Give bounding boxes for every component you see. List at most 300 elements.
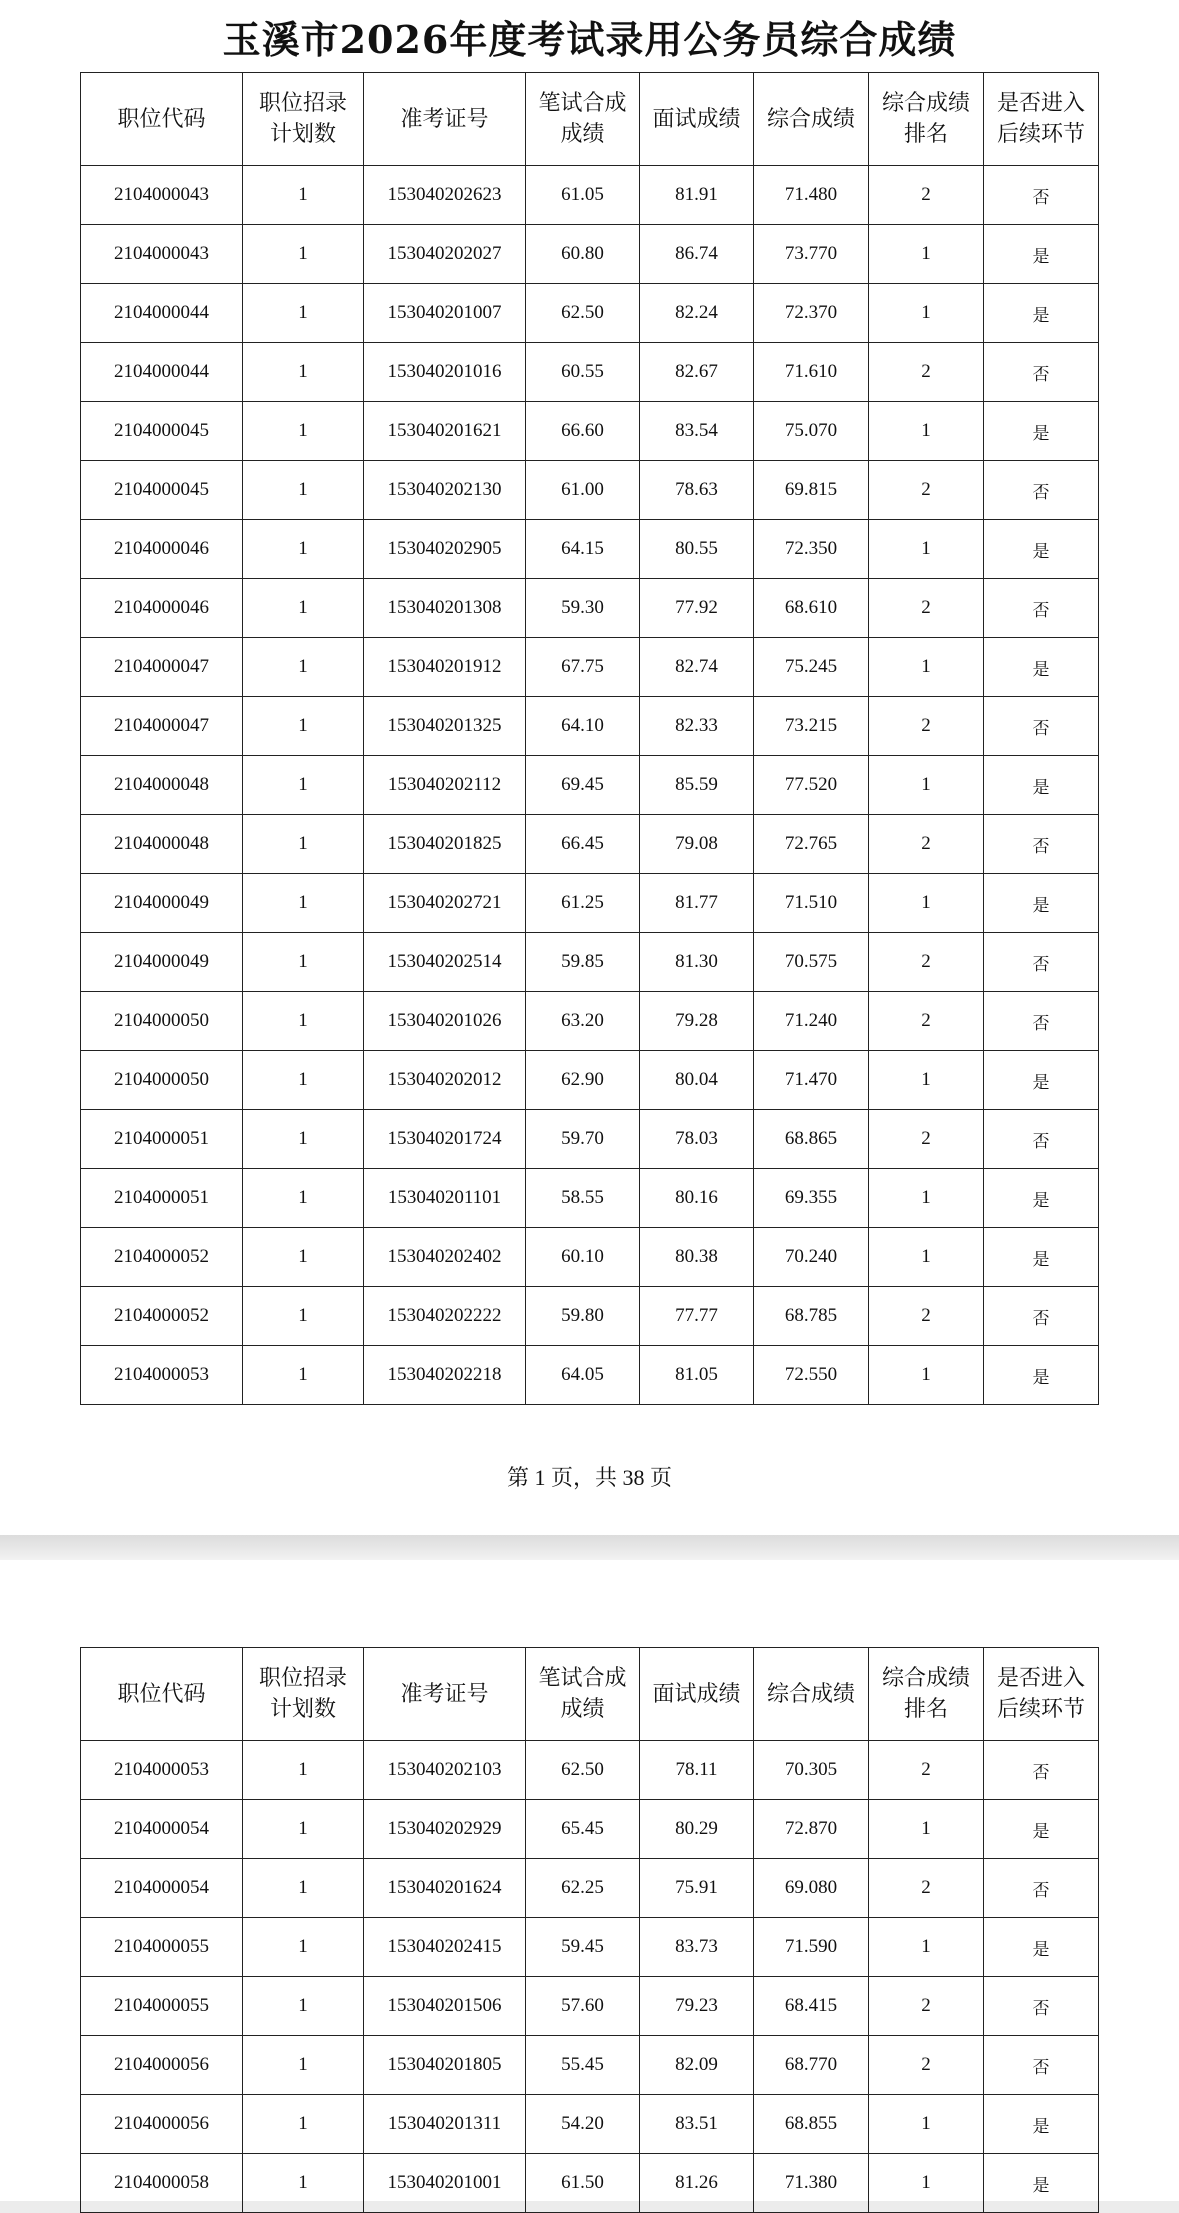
column-header-total-score xyxy=(754,1648,869,1741)
cell-advance: 是 xyxy=(984,1169,1099,1228)
cell-advance: 否 xyxy=(984,992,1099,1051)
cell-advance: 否 xyxy=(984,579,1099,638)
cell-position-code: 2104000044 xyxy=(81,284,243,343)
cell-exam-id: 153040201624 xyxy=(364,1859,526,1918)
cell-total-score: 75.245 xyxy=(754,638,869,697)
cell-rank: 2 xyxy=(869,461,984,520)
cell-rank: 2 xyxy=(869,343,984,402)
table-row xyxy=(81,756,1099,815)
cell-total-score: 72.765 xyxy=(754,815,869,874)
cell-rank: 2 xyxy=(869,1741,984,1800)
table-header-row xyxy=(81,73,1099,166)
cell-advance: 是 xyxy=(984,874,1099,933)
cell-plan-count: 1 xyxy=(243,166,364,225)
cell-interview-score: 81.05 xyxy=(640,1346,754,1405)
cell-interview-score: 78.63 xyxy=(640,461,754,520)
cell-plan-count: 1 xyxy=(243,343,364,402)
column-header-text: 成绩 xyxy=(560,1697,605,1722)
cell-interview-score: 78.03 xyxy=(640,1110,754,1169)
cell-interview-score: 80.16 xyxy=(640,1169,754,1228)
cell-interview-score: 83.54 xyxy=(640,402,754,461)
table-row xyxy=(81,1741,1099,1800)
column-header-text: 面试成绩 xyxy=(652,106,741,132)
cell-advance: 否 xyxy=(984,1287,1099,1346)
cell-rank: 1 xyxy=(869,638,984,697)
cell-total-score: 77.520 xyxy=(754,756,869,815)
table-row xyxy=(81,284,1099,343)
table-row xyxy=(81,1918,1099,1977)
cell-rank: 1 xyxy=(869,1169,984,1228)
cell-plan-count: 1 xyxy=(243,1287,364,1346)
cell-rank: 1 xyxy=(869,2095,984,2154)
cell-position-code: 2104000047 xyxy=(81,697,243,756)
table-body xyxy=(81,166,1099,1405)
cell-rank: 2 xyxy=(869,1110,984,1169)
cell-exam-id: 153040201621 xyxy=(364,402,526,461)
cell-position-code: 2104000050 xyxy=(81,1051,243,1110)
cell-advance: 是 xyxy=(984,402,1099,461)
column-header-text: 笔试合成 xyxy=(538,91,627,116)
cell-written-score: 69.45 xyxy=(526,756,640,815)
column-header-interview-score xyxy=(640,73,754,166)
cell-plan-count: 1 xyxy=(243,1859,364,1918)
table-row xyxy=(81,402,1099,461)
cell-exam-id: 153040202112 xyxy=(364,756,526,815)
column-header-text: 准考证号 xyxy=(400,106,489,132)
cell-plan-count: 1 xyxy=(243,1918,364,1977)
cell-plan-count: 1 xyxy=(243,402,364,461)
cell-position-code: 2104000055 xyxy=(81,1918,243,1977)
cell-written-score: 59.80 xyxy=(526,1287,640,1346)
cell-total-score: 72.370 xyxy=(754,284,869,343)
table-row xyxy=(81,1977,1099,2036)
column-header-plan-count xyxy=(243,1648,364,1741)
table-row xyxy=(81,1169,1099,1228)
cell-rank: 1 xyxy=(869,1051,984,1110)
cell-total-score: 71.590 xyxy=(754,1918,869,1977)
cell-exam-id: 153040201912 xyxy=(364,638,526,697)
cell-advance: 否 xyxy=(984,815,1099,874)
cell-total-score: 68.770 xyxy=(754,2036,869,2095)
cell-interview-score: 83.51 xyxy=(640,2095,754,2154)
cell-rank: 1 xyxy=(869,225,984,284)
cell-written-score: 61.05 xyxy=(526,166,640,225)
cell-plan-count: 1 xyxy=(243,992,364,1051)
column-header-text: 后续环节 xyxy=(996,122,1085,147)
cell-plan-count: 1 xyxy=(243,520,364,579)
cell-interview-score: 80.29 xyxy=(640,1800,754,1859)
column-header-text: 排名 xyxy=(903,1697,948,1722)
cell-advance: 是 xyxy=(984,225,1099,284)
cell-exam-id: 153040201311 xyxy=(364,2095,526,2154)
cell-plan-count: 1 xyxy=(243,579,364,638)
cell-written-score: 66.45 xyxy=(526,815,640,874)
cell-exam-id: 153040202415 xyxy=(364,1918,526,1977)
cell-position-code: 2104000055 xyxy=(81,1977,243,2036)
column-header-exam-id xyxy=(364,1648,526,1741)
cell-total-score: 68.865 xyxy=(754,1110,869,1169)
cell-plan-count: 1 xyxy=(243,756,364,815)
cell-written-score: 61.25 xyxy=(526,874,640,933)
document-title: 玉溪市2026年度考试录用公务员综合成绩 xyxy=(222,17,957,62)
cell-total-score: 71.510 xyxy=(754,874,869,933)
cell-interview-score: 77.77 xyxy=(640,1287,754,1346)
cell-exam-id: 153040202623 xyxy=(364,166,526,225)
score-table-page-1 xyxy=(80,72,1099,1405)
cell-exam-id: 153040201825 xyxy=(364,815,526,874)
column-header-position-code xyxy=(81,73,243,166)
cell-advance: 是 xyxy=(984,1346,1099,1405)
column-header-written-score xyxy=(526,73,640,166)
cell-position-code: 2104000044 xyxy=(81,343,243,402)
cell-position-code: 2104000049 xyxy=(81,874,243,933)
table-body xyxy=(81,1741,1099,2213)
cell-rank: 1 xyxy=(869,402,984,461)
cell-written-score: 61.50 xyxy=(526,2154,640,2213)
cell-exam-id: 153040201506 xyxy=(364,1977,526,2036)
cell-advance: 是 xyxy=(984,638,1099,697)
cell-written-score: 58.55 xyxy=(526,1169,640,1228)
table-row xyxy=(81,343,1099,402)
cell-exam-id: 153040202514 xyxy=(364,933,526,992)
column-header-text: 职位代码 xyxy=(117,106,206,132)
cell-advance: 是 xyxy=(984,1800,1099,1859)
cell-plan-count: 1 xyxy=(243,2154,364,2213)
cell-position-code: 2104000054 xyxy=(81,1800,243,1859)
cell-rank: 2 xyxy=(869,933,984,992)
column-header-text: 准考证号 xyxy=(400,1681,489,1707)
cell-written-score: 62.25 xyxy=(526,1859,640,1918)
cell-written-score: 59.70 xyxy=(526,1110,640,1169)
cell-interview-score: 80.38 xyxy=(640,1228,754,1287)
cell-rank: 2 xyxy=(869,1859,984,1918)
cell-written-score: 60.55 xyxy=(526,343,640,402)
cell-interview-score: 79.23 xyxy=(640,1977,754,2036)
cell-interview-score: 77.92 xyxy=(640,579,754,638)
cell-rank: 2 xyxy=(869,697,984,756)
cell-position-code: 2104000052 xyxy=(81,1287,243,1346)
cell-plan-count: 1 xyxy=(243,225,364,284)
cell-rank: 1 xyxy=(869,284,984,343)
cell-interview-score: 79.08 xyxy=(640,815,754,874)
cell-advance: 否 xyxy=(984,697,1099,756)
column-header-exam-id xyxy=(364,73,526,166)
column-header-text: 综合成绩 xyxy=(766,1681,855,1707)
cell-rank: 2 xyxy=(869,166,984,225)
cell-position-code: 2104000047 xyxy=(81,638,243,697)
cell-exam-id: 153040201016 xyxy=(364,343,526,402)
cell-rank: 1 xyxy=(869,520,984,579)
cell-exam-id: 153040201805 xyxy=(364,2036,526,2095)
table-row xyxy=(81,1110,1099,1169)
cell-written-score: 61.00 xyxy=(526,461,640,520)
column-header-text: 后续环节 xyxy=(996,1697,1085,1722)
cell-interview-score: 83.73 xyxy=(640,1918,754,1977)
cell-interview-score: 79.28 xyxy=(640,992,754,1051)
cell-total-score: 68.610 xyxy=(754,579,869,638)
cell-interview-score: 81.91 xyxy=(640,166,754,225)
cell-plan-count: 1 xyxy=(243,638,364,697)
cell-exam-id: 153040201308 xyxy=(364,579,526,638)
column-header-text: 成绩 xyxy=(560,122,605,147)
column-header-text: 职位招录 xyxy=(258,1666,347,1691)
cell-advance: 否 xyxy=(984,1977,1099,2036)
cell-written-score: 64.15 xyxy=(526,520,640,579)
cell-written-score: 59.85 xyxy=(526,933,640,992)
page-number-footer: 第 1 页，共 38 页 xyxy=(506,1465,672,1490)
cell-advance: 否 xyxy=(984,1741,1099,1800)
cell-rank: 2 xyxy=(869,579,984,638)
cell-position-code: 2104000046 xyxy=(81,579,243,638)
cell-position-code: 2104000051 xyxy=(81,1169,243,1228)
page-separator xyxy=(0,1535,1179,1560)
table-row xyxy=(81,874,1099,933)
cell-plan-count: 1 xyxy=(243,1800,364,1859)
cell-total-score: 70.240 xyxy=(754,1228,869,1287)
score-table-page-2 xyxy=(80,1647,1099,2213)
cell-rank: 1 xyxy=(869,2154,984,2213)
cell-total-score: 75.070 xyxy=(754,402,869,461)
cell-written-score: 64.05 xyxy=(526,1346,640,1405)
column-header-plan-count xyxy=(243,73,364,166)
cell-written-score: 67.75 xyxy=(526,638,640,697)
cell-interview-score: 81.30 xyxy=(640,933,754,992)
cell-advance: 否 xyxy=(984,1859,1099,1918)
column-header-text: 是否进入 xyxy=(996,91,1085,116)
cell-position-code: 2104000046 xyxy=(81,520,243,579)
cell-advance: 否 xyxy=(984,1110,1099,1169)
cell-rank: 2 xyxy=(869,1977,984,2036)
cell-plan-count: 1 xyxy=(243,2036,364,2095)
cell-total-score: 71.610 xyxy=(754,343,869,402)
cell-exam-id: 153040202929 xyxy=(364,1800,526,1859)
cell-written-score: 64.10 xyxy=(526,697,640,756)
cell-plan-count: 1 xyxy=(243,874,364,933)
column-header-text: 计划数 xyxy=(269,1697,336,1722)
cell-exam-id: 153040202222 xyxy=(364,1287,526,1346)
column-header-written-score xyxy=(526,1648,640,1741)
column-header-text: 计划数 xyxy=(269,122,336,147)
cell-written-score: 65.45 xyxy=(526,1800,640,1859)
column-header-rank xyxy=(869,73,984,166)
cell-interview-score: 80.04 xyxy=(640,1051,754,1110)
cell-position-code: 2104000043 xyxy=(81,166,243,225)
cell-plan-count: 1 xyxy=(243,2095,364,2154)
cell-written-score: 55.45 xyxy=(526,2036,640,2095)
cell-rank: 1 xyxy=(869,756,984,815)
cell-plan-count: 1 xyxy=(243,933,364,992)
cell-plan-count: 1 xyxy=(243,1169,364,1228)
cell-exam-id: 153040201724 xyxy=(364,1110,526,1169)
cell-interview-score: 86.74 xyxy=(640,225,754,284)
cell-rank: 1 xyxy=(869,874,984,933)
cell-written-score: 57.60 xyxy=(526,1977,640,2036)
cell-rank: 2 xyxy=(869,2036,984,2095)
table-row xyxy=(81,2154,1099,2213)
cell-rank: 1 xyxy=(869,1228,984,1287)
cell-exam-id: 153040202130 xyxy=(364,461,526,520)
cell-position-code: 2104000056 xyxy=(81,2095,243,2154)
table-header-row xyxy=(81,1648,1099,1741)
table-row xyxy=(81,1346,1099,1405)
cell-plan-count: 1 xyxy=(243,1051,364,1110)
cell-exam-id: 153040201026 xyxy=(364,992,526,1051)
cell-total-score: 69.815 xyxy=(754,461,869,520)
table-row xyxy=(81,520,1099,579)
cell-written-score: 62.90 xyxy=(526,1051,640,1110)
table-row xyxy=(81,2036,1099,2095)
table-row xyxy=(81,933,1099,992)
cell-total-score: 68.855 xyxy=(754,2095,869,2154)
cell-interview-score: 82.33 xyxy=(640,697,754,756)
cell-written-score: 60.80 xyxy=(526,225,640,284)
cell-advance: 否 xyxy=(984,2036,1099,2095)
cell-rank: 1 xyxy=(869,1918,984,1977)
table-row xyxy=(81,1800,1099,1859)
table-row xyxy=(81,1287,1099,1346)
table-row xyxy=(81,461,1099,520)
cell-exam-id: 153040202103 xyxy=(364,1741,526,1800)
cell-advance: 是 xyxy=(984,284,1099,343)
cell-total-score: 70.305 xyxy=(754,1741,869,1800)
cell-total-score: 68.415 xyxy=(754,1977,869,2036)
cell-position-code: 2104000058 xyxy=(81,2154,243,2213)
cell-plan-count: 1 xyxy=(243,1977,364,2036)
cell-written-score: 60.10 xyxy=(526,1228,640,1287)
table-row xyxy=(81,579,1099,638)
cell-exam-id: 153040201101 xyxy=(364,1169,526,1228)
cell-rank: 2 xyxy=(869,1287,984,1346)
cell-exam-id: 153040201325 xyxy=(364,697,526,756)
cell-advance: 否 xyxy=(984,461,1099,520)
cell-plan-count: 1 xyxy=(243,1228,364,1287)
cell-position-code: 2104000053 xyxy=(81,1346,243,1405)
cell-written-score: 59.30 xyxy=(526,579,640,638)
cell-total-score: 72.870 xyxy=(754,1800,869,1859)
column-header-rank xyxy=(869,1648,984,1741)
cell-advance: 是 xyxy=(984,1228,1099,1287)
cell-total-score: 69.080 xyxy=(754,1859,869,1918)
cell-advance: 是 xyxy=(984,2154,1099,2213)
cell-total-score: 68.785 xyxy=(754,1287,869,1346)
cell-total-score: 73.770 xyxy=(754,225,869,284)
cell-advance: 否 xyxy=(984,343,1099,402)
table-row xyxy=(81,638,1099,697)
cell-plan-count: 1 xyxy=(243,697,364,756)
cell-interview-score: 82.67 xyxy=(640,343,754,402)
cell-written-score: 59.45 xyxy=(526,1918,640,1977)
cell-position-code: 2104000053 xyxy=(81,1741,243,1800)
column-header-text: 职位招录 xyxy=(258,91,347,116)
column-header-text: 笔试合成 xyxy=(538,1666,627,1691)
cell-position-code: 2104000045 xyxy=(81,402,243,461)
cell-interview-score: 81.26 xyxy=(640,2154,754,2213)
cell-interview-score: 85.59 xyxy=(640,756,754,815)
cell-exam-id: 153040201007 xyxy=(364,284,526,343)
cell-interview-score: 82.24 xyxy=(640,284,754,343)
column-header-text: 职位代码 xyxy=(117,1681,206,1707)
cell-total-score: 73.215 xyxy=(754,697,869,756)
table-row xyxy=(81,166,1099,225)
document-page-2 xyxy=(0,1560,1179,2201)
table-row xyxy=(81,1051,1099,1110)
cell-written-score: 54.20 xyxy=(526,2095,640,2154)
cell-plan-count: 1 xyxy=(243,1741,364,1800)
cell-written-score: 62.50 xyxy=(526,1741,640,1800)
cell-interview-score: 75.91 xyxy=(640,1859,754,1918)
column-header-position-code xyxy=(81,1648,243,1741)
cell-plan-count: 1 xyxy=(243,1346,364,1405)
cell-total-score: 72.550 xyxy=(754,1346,869,1405)
cell-interview-score: 78.11 xyxy=(640,1741,754,1800)
cell-position-code: 2104000052 xyxy=(81,1228,243,1287)
column-header-text: 综合成绩 xyxy=(881,91,970,116)
table-row xyxy=(81,992,1099,1051)
column-header-text: 综合成绩 xyxy=(881,1666,970,1691)
column-header-text: 是否进入 xyxy=(996,1666,1085,1691)
column-header-text: 综合成绩 xyxy=(766,106,855,132)
cell-advance: 是 xyxy=(984,1918,1099,1977)
cell-position-code: 2104000054 xyxy=(81,1859,243,1918)
cell-written-score: 63.20 xyxy=(526,992,640,1051)
cell-total-score: 71.380 xyxy=(754,2154,869,2213)
cell-plan-count: 1 xyxy=(243,815,364,874)
cell-rank: 2 xyxy=(869,815,984,874)
table-row xyxy=(81,225,1099,284)
cell-position-code: 2104000045 xyxy=(81,461,243,520)
column-header-text: 排名 xyxy=(903,122,948,147)
table-row xyxy=(81,1859,1099,1918)
cell-advance: 是 xyxy=(984,756,1099,815)
cell-position-code: 2104000048 xyxy=(81,815,243,874)
cell-exam-id: 153040202721 xyxy=(364,874,526,933)
cell-rank: 1 xyxy=(869,1800,984,1859)
table-row xyxy=(81,2095,1099,2154)
cell-advance: 否 xyxy=(984,166,1099,225)
cell-total-score: 71.240 xyxy=(754,992,869,1051)
cell-advance: 否 xyxy=(984,933,1099,992)
cell-advance: 是 xyxy=(984,1051,1099,1110)
cell-interview-score: 81.77 xyxy=(640,874,754,933)
cell-total-score: 72.350 xyxy=(754,520,869,579)
cell-rank: 2 xyxy=(869,992,984,1051)
table-row xyxy=(81,697,1099,756)
cell-exam-id: 153040202027 xyxy=(364,225,526,284)
cell-total-score: 70.575 xyxy=(754,933,869,992)
cell-interview-score: 82.09 xyxy=(640,2036,754,2095)
cell-exam-id: 153040202218 xyxy=(364,1346,526,1405)
cell-position-code: 2104000048 xyxy=(81,756,243,815)
table-row xyxy=(81,1228,1099,1287)
cell-position-code: 2104000050 xyxy=(81,992,243,1051)
cell-exam-id: 153040202402 xyxy=(364,1228,526,1287)
cell-exam-id: 153040202905 xyxy=(364,520,526,579)
column-header-advance xyxy=(984,1648,1099,1741)
cell-plan-count: 1 xyxy=(243,1110,364,1169)
cell-position-code: 2104000056 xyxy=(81,2036,243,2095)
cell-exam-id: 153040202012 xyxy=(364,1051,526,1110)
cell-position-code: 2104000051 xyxy=(81,1110,243,1169)
cell-written-score: 66.60 xyxy=(526,402,640,461)
cell-plan-count: 1 xyxy=(243,284,364,343)
cell-plan-count: 1 xyxy=(243,461,364,520)
cell-position-code: 2104000043 xyxy=(81,225,243,284)
cell-total-score: 69.355 xyxy=(754,1169,869,1228)
cell-exam-id: 153040201001 xyxy=(364,2154,526,2213)
cell-total-score: 71.480 xyxy=(754,166,869,225)
column-header-text: 面试成绩 xyxy=(652,1681,741,1707)
cell-rank: 1 xyxy=(869,1346,984,1405)
